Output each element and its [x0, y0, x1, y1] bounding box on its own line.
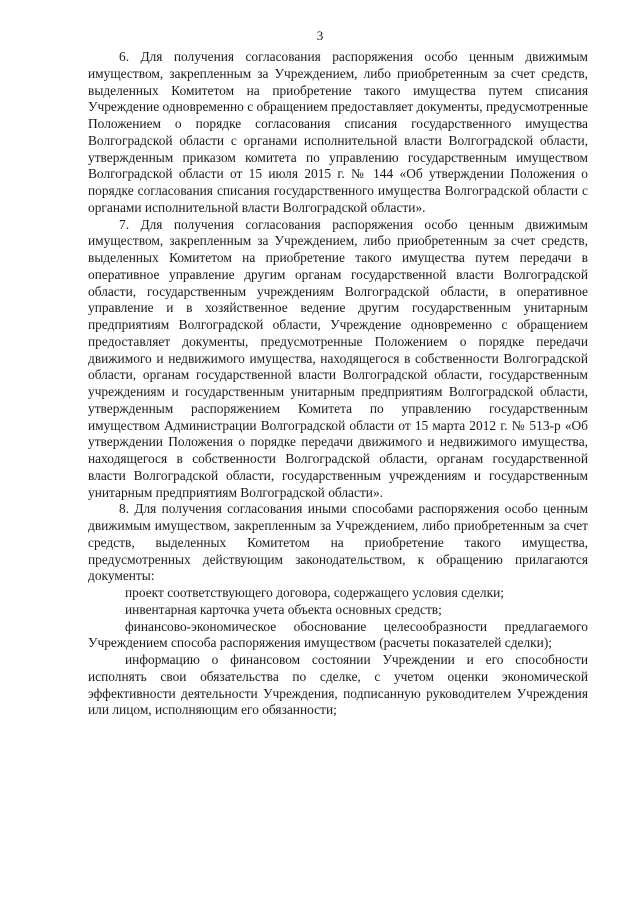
paragraph-8: 8. Для получения согласования иными способами распоряжения особо ценным движимым имуществом, закрепленным за Учреждением, либо приобретенным за счет средств, выделенных Комитетом на приобретение такого имущества, предусмотренных действующим законодательством, к обращению прилагаются документы: [88, 501, 588, 584]
list-item-contract-draft: проект соответствующего договора, содержащего условия сделки; [125, 585, 504, 600]
list-item-inventory-card: инвентарная карточка учета объекта основных средств; [125, 601, 442, 617]
list-item-economic-justification: финансово-экономическое обоснование целесообразности предлагаемого Учреждением способа распоряжения имуществом (расчеты показателей сделки); [88, 618, 588, 651]
page-number: 3 [316, 28, 324, 43]
document-body [88, 49, 588, 719]
paragraph-7: 7. Для получения согласования распоряжения особо ценным движимым имуществом, закрепленным за Учреждением, либо приобретенным за счет средств, выделенных Комитетом на приобретение такого имущества путем передачи в оперативное управление другим органам государственной власти Волгоградской области, государственным учреждениям Волгоградской области, в оперативное управление и в хозяйственное ведение другим государственным унитарным предприятиям Волгоградской области, Учреждение одновременно с обращением предоставляет документы, предусмотренные Положением о порядке передачи движимого и недвижимого имущества, находящегося в собственности Волгоградской области, органам государственной власти Волгоградской области, государственным учреждениям и государственным унитарным предприятиям Волгоградской области, утвержденным распоряжением Комитета по управлению государственным имуществом Администрации Волгоградской области от 15 марта 2012 г. № 513-р «Об утверждении Положения о порядке передачи движимого и недвижимого имущества, находящегося в собственности Волгоградской области, органам государственной власти Волгоградской области, государственным учреждениям и государственным унитарным предприятиям Волгоградской области». [88, 216, 588, 500]
list-item-financial-state: информацию о финансовом состоянии Учреждении и его способности исполнять свои обязательства по сделке, с учетом оценки экономической эффективности деятельности Учреждения, подписанную руководителем Учреждения или лицом, исполняющим его обязанности; [88, 652, 588, 718]
paragraph-6: 6. Для получения согласования распоряжения особо ценным движимым имуществом, закрепленным за Учреждением, либо приобретенным за счет средств, выделенных Комитетом на приобретение такого имущества путем списания Учреждение одновременно с обращением предоставляет документы, предусмотренные Положением о порядке согласования списания государственного имущества Волгоградской области с органами исполнительной власти Волгоградской области, утвержденным приказом комитета по управлению государственным имуществом Волгоградской области от 15 июля 2015 г. № 144 «Об утверждении Положения о порядке согласования списания государственного имущества Волгоградской области с органами исполнительной власти Волгоградской области». [88, 49, 588, 215]
